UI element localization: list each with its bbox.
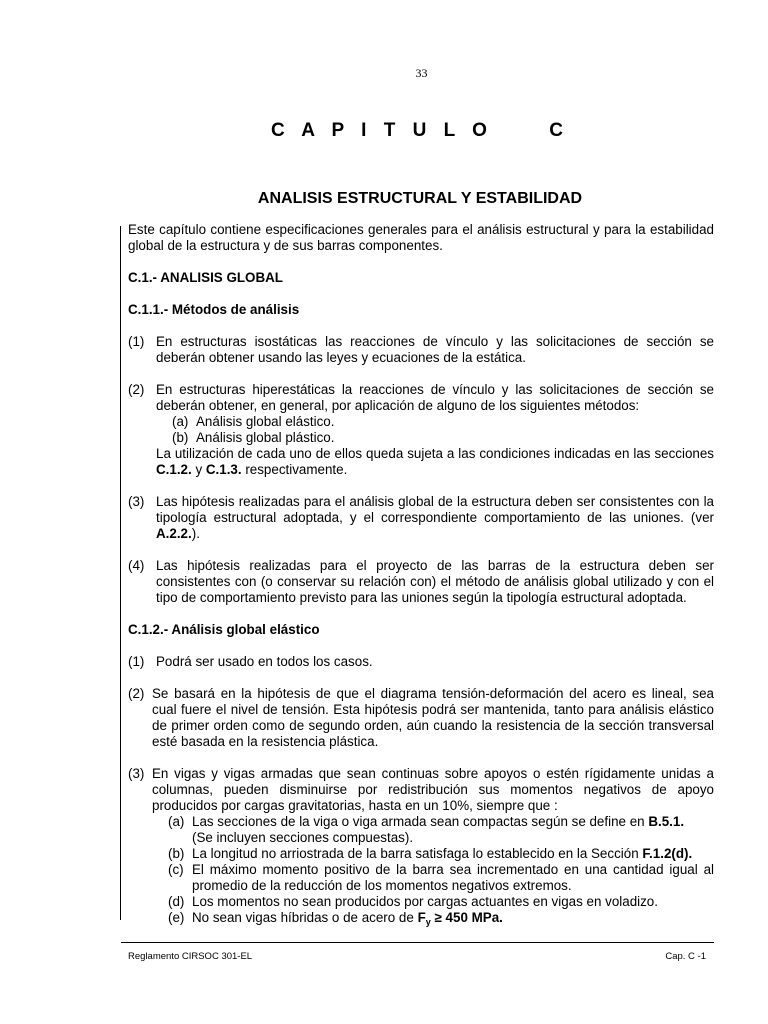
item-label: (1) xyxy=(128,654,145,669)
section-title: ANALISIS ESTRUCTURAL Y ESTABILIDAD xyxy=(257,190,583,207)
yield-stress-subscript: y xyxy=(425,917,431,927)
footer-regulation-name: Reglamento CIRSOC 301-EL xyxy=(128,951,253,962)
sub-label: (d) xyxy=(168,894,185,909)
item-text: En vigas y vigas armadas que sean continuas sobre apoyos o estén rígidamente unidas a columnas, pueden disminuirse por redistribución sus momentos negativos de apoyo producidos por cargas gravitatorias, hasta en un 10%, siempre que : xyxy=(152,766,714,813)
page-number: 33 xyxy=(415,66,428,80)
section-reference: A.2.2. xyxy=(156,526,192,541)
section-reference: F.1.2(d). xyxy=(642,846,693,861)
sub-label: (e) xyxy=(168,910,185,925)
c12-item-3 xyxy=(128,766,714,926)
yield-stress-symbol: F xyxy=(417,910,426,925)
item-label: (3) xyxy=(128,766,145,781)
c11-item-3 xyxy=(128,494,714,542)
sub-label: (a) xyxy=(168,814,185,829)
section-reference: C.1.2. xyxy=(156,462,192,477)
margin-change-bar xyxy=(120,226,121,920)
c11-item-4 xyxy=(128,558,714,606)
sub-text: Los momentos no sean producidos por cargas actuantes en vigas en voladizo. xyxy=(192,894,658,909)
c11-item-2 xyxy=(128,382,714,478)
sub-label: (c) xyxy=(168,862,184,877)
heading-c1: C.1.- ANALISIS GLOBAL xyxy=(128,270,283,285)
heading-c11: C.1.1.- Métodos de análisis xyxy=(128,302,300,317)
sub-text: El máximo momento positivo de la barra sea incrementado en una cantidad igual al promedio de la reducción de los momentos negativos extremos. xyxy=(192,862,714,893)
intro-paragraph: Este capítulo contiene especificaciones generales para el análisis estructural y para la estabilidad global de la estructura y de sus barras componentes. xyxy=(128,222,714,253)
sub-text: Análisis global elástico. xyxy=(196,414,335,429)
sub-text: Análisis global plástico. xyxy=(196,430,335,445)
item-label: (1) xyxy=(128,334,145,349)
sub-list xyxy=(172,414,714,446)
footer-divider xyxy=(121,942,714,943)
item-label: (3) xyxy=(128,494,145,509)
sub-text: No sean vigas híbridas o de acero de $F_y \ge 450$ MPa. xyxy=(192,910,503,927)
item-text: Se basará en la hipótesis de que el diagrama tensión-deformación del acero es lineal, sea cual fuere el nivel de tensión. Esta hipótesis podrá ser mantenida, tanto para análisis elástico de primer orden como de segundo orden, aún cuando la resistencia de la sección transversal esté basada en la resistencia plástica. xyxy=(152,686,714,749)
document-body xyxy=(128,222,714,926)
c11-item-1 xyxy=(128,334,714,366)
c12-item-2 xyxy=(128,686,714,750)
yield-stress-limit: ≥ 450 MPa. xyxy=(430,910,503,925)
section-reference: C.1.3. xyxy=(205,462,242,477)
item-text: Podrá ser usado en todos los casos. xyxy=(156,654,373,669)
item-label: (2) xyxy=(128,382,145,397)
sub-label: (b) xyxy=(168,846,185,861)
section-reference: B.5.1. xyxy=(648,814,685,829)
item-text: Las hipótesis realizadas para el análisis global de la estructura deben ser consistentes con la tipología estructural adoptada, y el correspondiente comportamiento de las uniones. (ver A.2.2.). xyxy=(156,494,714,541)
item-label: (2) xyxy=(128,686,145,701)
item-text: En estructuras isostáticas las reacciones de vínculo y las solicitaciones de sección se deberán obtener usando las leyes y ecuaciones de la estática. xyxy=(156,334,714,365)
item-text: Las hipótesis realizadas para el proyecto de las barras de la estructura deben ser consistentes con (o conservar su relación con) el método de análisis global utilizado y con el tipo de comportamiento previsto para las uniones según la tipología estructural adoptada. xyxy=(156,558,714,605)
chapter-title: C A P I T U L O C xyxy=(270,120,570,141)
item-text: En estructuras hiperestáticas la reacciones de vínculo y las solicitaciones de sección se deberán obtener, en general, por aplicación de alguno de los siguientes métodos: xyxy=(156,382,714,413)
item-label: (4) xyxy=(128,558,145,573)
heading-c12: C.1.2.- Análisis global elástico xyxy=(128,622,320,637)
sub-text: La longitud no arriostrada de la barra satisfaga lo establecido en la Sección F.1.2(d). xyxy=(192,846,693,861)
c12-item-1 xyxy=(128,654,714,670)
item-tail: La utilización de cada uno de ellos queda sujeta a las condiciones indicadas en las secciones C.1.2. y C.1.3. respectivamente. xyxy=(156,446,714,477)
sub-text: Las secciones de la viga o viga armada sean compactas según se define en B.5.1. (Se incluyen secciones compuestas). xyxy=(192,814,685,845)
sub-label: (b) xyxy=(172,430,189,445)
footer-chapter-page: Cap. C -1 xyxy=(665,951,706,962)
sub-label: (a) xyxy=(172,414,189,429)
sub-list xyxy=(168,814,714,926)
